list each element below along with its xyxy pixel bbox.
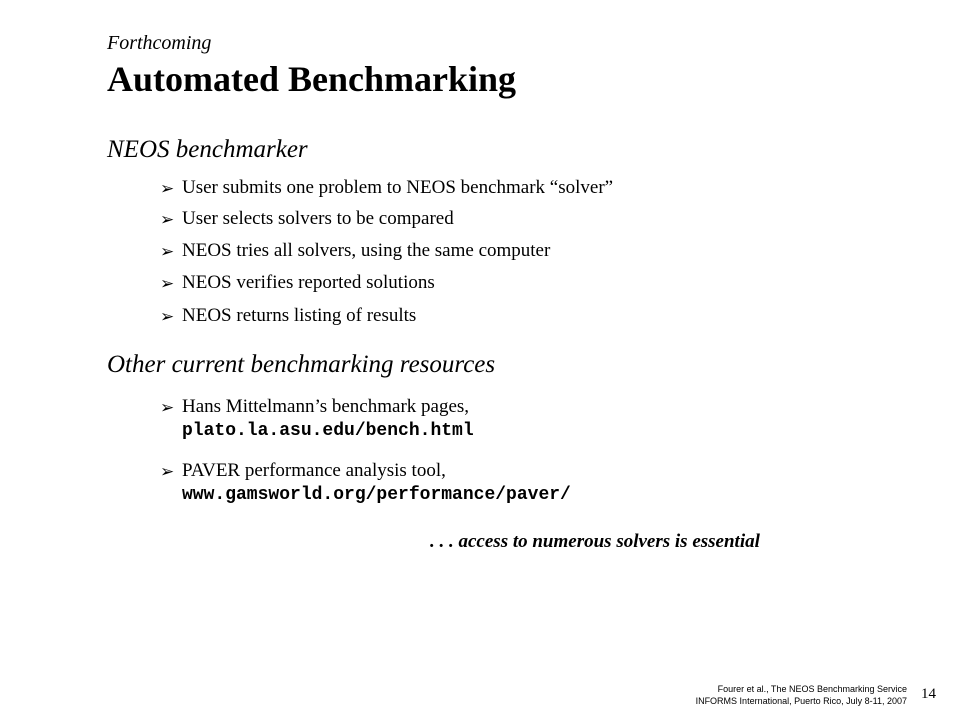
arrowhead-bullet-icon: ➢: [160, 274, 175, 293]
footer-line: INFORMS International, Puerto Rico, July 8-11, 2007: [695, 696, 907, 706]
bullet-item: [160, 208, 454, 232]
bullet-item: [160, 460, 571, 506]
slide-kicker: Forthcoming: [107, 32, 212, 54]
bullet-item: [160, 305, 416, 329]
bullet-text: User selects solvers to be compared: [182, 208, 454, 229]
bullet-text: Hans Mittelmann’s benchmark pages,: [182, 396, 470, 417]
resource-url[interactable]: www.gamsworld.org/performance/paver/: [182, 484, 571, 505]
section-heading-other-resources: Other current benchmarking resources: [107, 351, 496, 378]
arrowhead-bullet-icon: ➢: [160, 179, 175, 198]
slide-title: Automated Benchmarking: [107, 59, 517, 99]
arrowhead-bullet-icon: ➢: [160, 242, 175, 261]
bullet-text: NEOS tries all solvers, using the same computer: [182, 240, 551, 261]
section-heading-neos-benchmarker: NEOS benchmarker: [107, 136, 308, 163]
arrowhead-bullet-icon: ➢: [160, 462, 175, 481]
bullet-text: NEOS returns listing of results: [182, 305, 417, 326]
bullet-text: NEOS verifies reported solutions: [182, 272, 435, 293]
bullet-item: [160, 272, 435, 296]
arrowhead-bullet-icon: ➢: [160, 307, 175, 326]
conclusion-text: . . . access to numerous solvers is essential: [430, 531, 760, 552]
bullet-text: PAVER performance analysis tool,: [182, 460, 446, 481]
bullet-item: [160, 396, 474, 442]
footer-citation: [696, 683, 907, 707]
page-number: 14: [921, 686, 936, 702]
arrowhead-bullet-icon: ➢: [160, 398, 175, 417]
bullet-item: [160, 177, 613, 201]
bullet-text: User submits one problem to NEOS benchmark “solver”: [182, 177, 614, 198]
resource-url[interactable]: plato.la.asu.edu/bench.html: [182, 420, 474, 441]
footer-line: Fourer et al., The NEOS Benchmarking Service: [717, 684, 907, 694]
arrowhead-bullet-icon: ➢: [160, 210, 175, 229]
bullet-item: [160, 240, 550, 264]
